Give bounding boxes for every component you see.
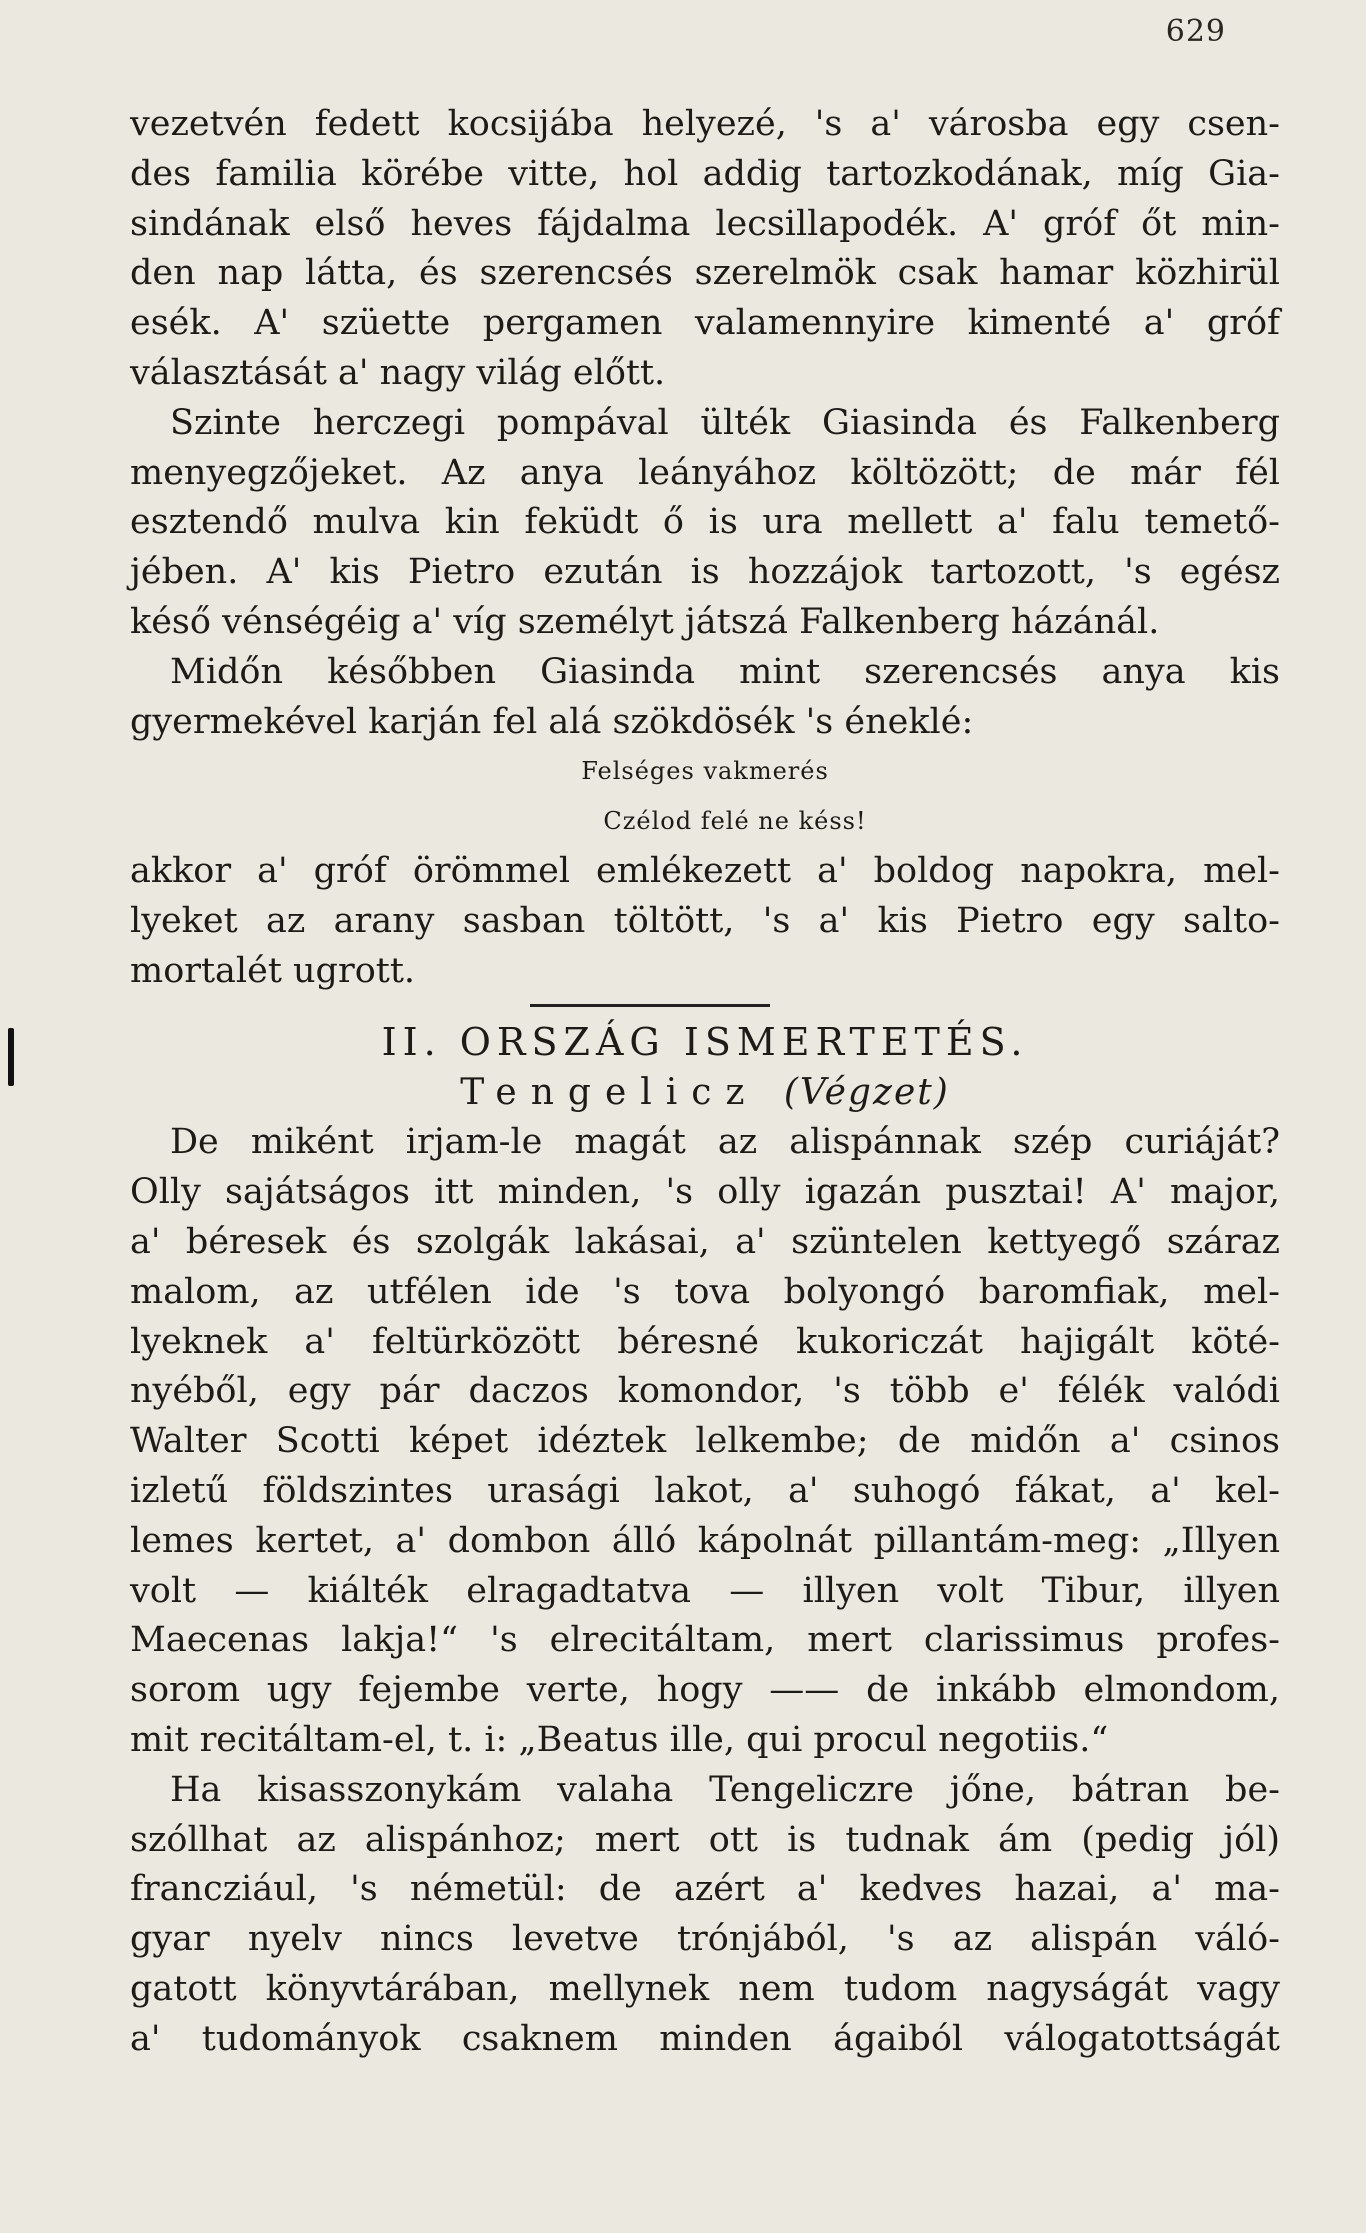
text-line: sindának első heves fájdalma lecsillapodék. A' gróf őt min- [130, 203, 1280, 244]
margin-ink-mark [8, 1028, 14, 1086]
text-line: gyar nyelv nincs levetve trónjából, 's az alispán váló- [130, 1919, 1280, 1960]
poem-line: Felséges vakmerés [581, 757, 829, 786]
text-line: szóllhat az alispánhoz; mert ott is tudnak ám (pedig jól) [130, 1819, 1280, 1860]
text-line: mit recitáltam-el, t. i: „Beatus ille, qui procul negotiis.“ [130, 1719, 1109, 1760]
text-line: lyeknek a' feltürközött béresné kukoriczát hajigált köté- [130, 1321, 1280, 1362]
text-line: Szinte herczegi pompával ülték Giasinda és Falkenberg [170, 402, 1280, 443]
text-line: akkor a' gróf örömmel emlékezett a' boldog napokra, mel- [130, 850, 1280, 891]
text-line: vezetvén fedett kocsijába helyezé, 's a' városba egy csen- [130, 104, 1280, 144]
text-line: De miként irjam-le magát az alispánnak szép curiáját? [170, 1122, 1280, 1163]
text-line: izletű földszintes urasági lakot, a' suhogó fákat, a' kel- [130, 1470, 1280, 1511]
text-line: francziául, 's németül: de azért a' kedves hazai, a' ma- [130, 1869, 1280, 1910]
paragraph-block-bottom [130, 1118, 1280, 2064]
text-line: gyermekével karján fel alá szökdösék 's éneklé: [130, 701, 974, 742]
text-line: késő vénségéig a' víg személyt játszá Falkenberg házánál. [130, 601, 1160, 642]
section-divider [130, 996, 1280, 1016]
text-line: esztendő mulva kin feküdt ő is ura mellett a' falu temető- [130, 502, 1280, 543]
subheading-place: Tengelicz [460, 1072, 759, 1114]
section-heading: II. ORSZÁG ISMERTETÉS. [381, 1020, 1029, 1065]
poem-line: Czélod felé ne késs! [603, 807, 867, 836]
text-line: sorom ugy fejembe verte, hogy —— de inkább elmondom, [130, 1670, 1280, 1711]
text-line: Maecenas lakja!“ 's elrecitáltam, mert clarissimus profes- [130, 1620, 1280, 1661]
text-line: des familia körébe vitte, hol addig tartozkodának, míg Gia- [130, 153, 1280, 194]
text-line: mortalét ugrott. [130, 950, 416, 991]
poem-block [130, 747, 1280, 847]
text-line: Midőn későbben Giasinda mint szerencsés anya kis [170, 651, 1280, 692]
text-line: nyéből, egy pár daczos komondor, 's több e' félék valódi [130, 1371, 1280, 1412]
text-line: menyegzőjeket. Az anya leányához költözött; de már fél [130, 452, 1280, 493]
paragraph-block-mid [130, 847, 1280, 996]
text-line: lemes kertet, a' dombon álló kápolnát pillantám-meg: „Illyen [130, 1520, 1280, 1561]
subheading-note: (Végzet) [783, 1072, 950, 1114]
text-line: a' tudományok csaknem minden ágaiból válogatottságát [130, 2018, 1280, 2059]
text-line: lyeket az arany sasban töltött, 's a' kis Pietro egy salto- [130, 900, 1280, 941]
section-subheading [130, 1068, 1280, 1118]
page-number: 629 [1165, 14, 1226, 49]
text-column [130, 100, 1280, 2064]
text-line: den nap látta, és szerencsés szerelmök csak hamar közhirül [130, 253, 1280, 294]
text-line: választását a' nagy világ előtt. [130, 352, 666, 393]
text-line: volt — kiálték elragadtatva — illyen volt Tibur, illyen [130, 1570, 1280, 1611]
text-line: gatott könyvtárában, mellynek nem tudom nagyságát vagy [130, 1968, 1280, 2009]
text-line: jében. A' kis Pietro ezután is hozzájok tartozott, 's egész [130, 552, 1280, 593]
paragraph-block-top [130, 100, 1280, 747]
text-line: esék. A' szüette pergamen valamennyire kimenté a' gróf [130, 303, 1280, 344]
text-line: Walter Scotti képet idéztek lelkembe; de midőn a' csinos [130, 1421, 1280, 1462]
text-line: a' béresek és szolgák lakásai, a' szüntelen kettyegő száraz [130, 1221, 1280, 1262]
text-line: malom, az utfélen ide 's tova bolyongó baromfiak, mel- [130, 1271, 1280, 1312]
text-line: Olly sajátságos itt minden, 's olly igazán pusztai! A' major, [130, 1172, 1280, 1213]
text-line: Ha kisasszonykám valaha Tengeliczre jőne, bátran be- [170, 1769, 1280, 1810]
